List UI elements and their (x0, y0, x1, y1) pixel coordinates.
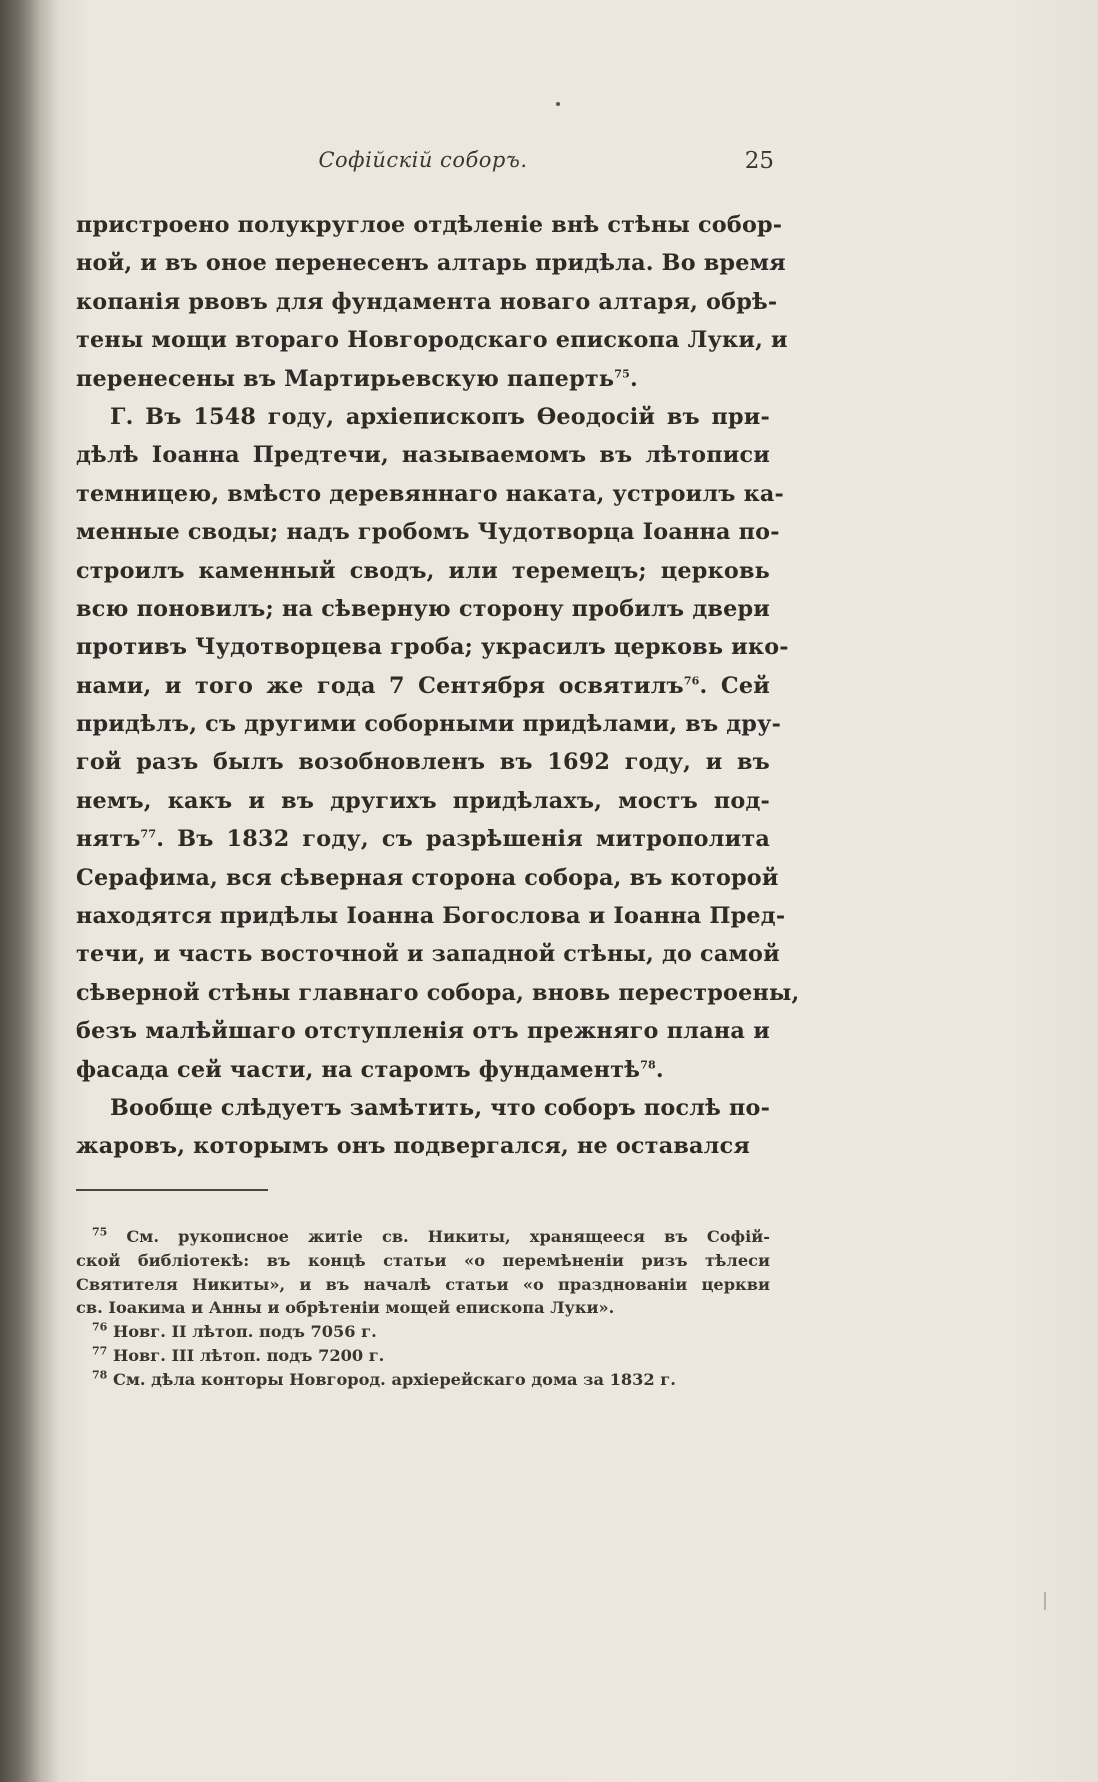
footnote-line (76, 1249, 770, 1273)
text-line-content: жаровъ, которымъ онъ подвергался, не оставался (76, 1133, 751, 1160)
text-line (76, 398, 770, 436)
footnote-reference: 78 (640, 1058, 656, 1072)
text-line (76, 590, 770, 628)
footnote-text: св. Іоакима и Анны и обрѣтеніи мощей епископа Луки». (76, 1298, 615, 1318)
text-line (76, 1012, 770, 1050)
text-line (76, 360, 770, 398)
text-line-content: строилъ каменный сводъ, или теремецъ; церковь (76, 557, 770, 584)
footnote-text: Святителя Никиты», и въ началѣ статьи «о празднованіи церкви (76, 1274, 770, 1294)
text-line (76, 743, 770, 781)
body-text (76, 206, 800, 1166)
text-line-tail: . Въ 1832 году, съ разрѣшенія митрополита (156, 826, 770, 853)
footnote-line (76, 1296, 770, 1320)
footnote-marker: 76 (92, 1320, 108, 1334)
footnote-line (76, 1320, 770, 1344)
text-line (76, 935, 780, 973)
footnotes (76, 1225, 770, 1392)
footnote-text: Новг. III лѣтоп. подъ 7200 г. (112, 1345, 385, 1365)
text-line (76, 859, 779, 897)
footnote-line (76, 1344, 770, 1368)
text-line-content: безъ малѣйшаго отступленія отъ прежняго плана и (76, 1018, 770, 1045)
footnote-reference: 75 (614, 367, 630, 381)
text-line (76, 321, 788, 359)
footnote-marker: 77 (92, 1344, 108, 1358)
text-line (76, 628, 789, 666)
text-line-content: нами, и того же года 7 Сентября освятилъ (76, 672, 684, 699)
text-line-content: менные своды; надъ гробомъ Чудотворца Іоанна по- (76, 519, 780, 546)
footnote-text: Новг. II лѣтоп. подъ 7056 г. (112, 1322, 377, 1342)
text-line-content: сѣверной стѣны главнаго собора, вновь перестроены, (76, 979, 800, 1006)
text-line-content: находятся придѣлы Іоанна Богослова и Іоанна Пред- (76, 903, 786, 930)
footnote-line (76, 1273, 770, 1297)
spine-shadow (0, 0, 58, 1782)
text-line-content: всю поновилъ; на сѣверную сторону пробилъ двери (76, 595, 770, 622)
text-line-content: фасада сей части, на старомъ фундаментѣ (76, 1056, 641, 1083)
text-line (76, 513, 780, 551)
text-line-content: противъ Чудотворцева гроба; украсилъ церковь ико- (76, 634, 789, 661)
text-line-tail: . (655, 1056, 664, 1083)
footnote-reference: 77 (140, 827, 157, 841)
text-line (76, 1051, 770, 1089)
text-line-content: пристроено полукруглое отдѣленіе внѣ стѣны собор- (76, 212, 783, 238)
text-line (76, 820, 770, 858)
footnote-line (76, 1368, 770, 1392)
text-line-content: течи, и часть восточной и западной стѣны, до самой (76, 941, 780, 968)
running-head (72, 148, 774, 180)
text-line-content: немъ, какъ и въ другихъ придѣлахъ, мостъ под- (76, 787, 770, 814)
ink-speck (556, 102, 560, 106)
footnote-text: ской библіотекѣ: въ концѣ статьи «о перемѣненіи ризъ тѣлеси (76, 1250, 770, 1270)
text-line (76, 897, 786, 935)
text-line (76, 475, 784, 513)
text-line-content: Серафима, вся сѣверная сторона собора, въ которой (76, 864, 779, 891)
text-line-content: придѣлъ, съ другими соборными придѣлами, въ дру- (76, 711, 782, 738)
text-line (76, 206, 783, 244)
text-line-content: Г. Въ 1548 году, архіепископъ Ѳеодосій въ при- (110, 403, 770, 430)
text-line-content: Вообще слѣдуетъ замѣтить, что соборъ послѣ по- (110, 1094, 771, 1121)
text-line (76, 436, 770, 474)
text-line-content: нятъ (76, 826, 141, 853)
text-line-content: дѣлѣ Іоанна Предтечи, называемомъ въ лѣтописи (76, 442, 770, 469)
text-line-content: гой разъ былъ возобновленъ въ 1692 году, и въ (76, 749, 770, 776)
text-line-content: темницею, вмѣсто деревяннаго наката, устроилъ ка- (76, 480, 784, 507)
footnote-marker: 75 (92, 1225, 108, 1239)
text-line (76, 1089, 770, 1127)
text-line-content: копанія рвовъ для фундамента новаго алтаря, обрѣ- (76, 288, 778, 315)
footnote-line (76, 1225, 770, 1249)
margin-mark (1044, 1592, 1046, 1610)
text-line (76, 974, 800, 1012)
text-line-content: тены мощи втораго Новгородскаго епископа Луки, и (76, 327, 788, 354)
footnote-rule (76, 1189, 268, 1191)
footnote-marker: 78 (92, 1368, 108, 1382)
text-line-tail: . Сей (699, 672, 770, 699)
page-number: 25 (744, 148, 774, 174)
text-line (76, 705, 782, 743)
footnote-text: См. рукописное житіе св. Никиты, хранящееся въ Софій- (126, 1227, 770, 1246)
running-title: Софійскій соборъ. (318, 148, 528, 172)
footnote-text: См. дѣла конторы Новгород. архіерейскаго дома за 1832 г. (112, 1369, 676, 1389)
text-line (76, 552, 770, 590)
text-line-tail: . (629, 365, 638, 392)
text-line (76, 244, 786, 282)
text-line-content: перенесены въ Мартирьевскую паперть (76, 365, 615, 392)
text-line (76, 782, 770, 820)
text-line (76, 667, 770, 705)
text-line-content: ной, и въ оное перенесенъ алтарь придѣла. Во время (76, 250, 786, 277)
footnote-reference: 76 (683, 674, 700, 688)
text-line (76, 1127, 770, 1165)
text-line (76, 283, 778, 321)
